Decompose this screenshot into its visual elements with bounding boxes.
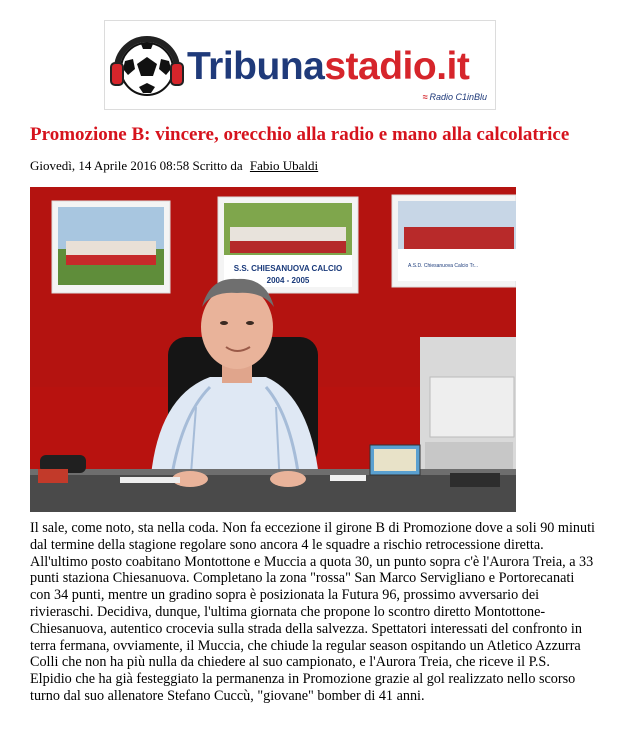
framed-photo-right <box>392 195 516 287</box>
site-logo[interactable] <box>104 20 496 110</box>
framed-photo-left <box>52 201 170 293</box>
logo-wordmark-part2: stadio.it <box>324 45 470 88</box>
article-photo <box>30 187 516 512</box>
article-photo-illustration <box>30 187 516 512</box>
article-title[interactable]: Promozione B: vincere, orecchio alla radio e mano alla calcolatrice <box>30 124 570 145</box>
article-author-link[interactable]: Fabio Ubaldi <box>249 158 319 173</box>
article-meta <box>30 158 318 174</box>
logo-wordmark-part1: Tribuna <box>187 45 325 88</box>
photo-caption-center-years: 2004 - 2005 <box>266 276 310 285</box>
logo-wordmark <box>187 47 469 86</box>
article-body: Il sale, come noto, sta nella coda. Non fa eccezione il girone B di Promozione dove a soli 90 minuti dal termine della stagione regolare sono ancora 4 le squadre a rischio retrocessione diretta. All'ultimo posto coabitano Montottone e Muccia a quota 30, un punto sopra c'è l'Aurora Treia, a 33 punti staziona Chiesanuova. Completano la zona "rossa" San Marco Servigliano e Portorecanati con 34 punti, mentre un gradino sopra è posizionata la Futura 96, prossimo avversario dei rivieraschi. Decidiva, dunque, l'ultima giornata che propone lo scontro diretto Montottone-Chiesanuova, autentico crocevia sulla strada della salvezza. Spettatori interessati del confronto in terra fermana, ovviamente, il Muccia, che chiude la regular season ospitando un Atletico Azzurra Colli che non ha più nulla da chiedere al suo campionato, e l'Aurora Treia, che riceve il P.S. Elpidio che ha già festeggiato la permanenza in Promozione grazie al gol realizzato nello scorso turno dal suo allenatore Stefano Cuccù, "giovane" bomber di 41 anni. <box>30 520 595 704</box>
headphones-football-icon <box>107 25 187 105</box>
logo-tagline-text: Radio C1inBlu <box>429 92 487 102</box>
framed-photo-center <box>218 197 358 293</box>
logo-tagline <box>423 92 488 102</box>
photo-caption-right: A.S.D. Chiesanuova Calcio Tr... <box>408 263 479 269</box>
article-date: Giovedì, 14 Aprile 2016 08:58 Scritto da <box>30 158 243 173</box>
radio-wave-icon: ≈ <box>422 92 428 102</box>
photo-caption-center: S.S. CHIESANUOVA CALCIO <box>233 264 343 273</box>
